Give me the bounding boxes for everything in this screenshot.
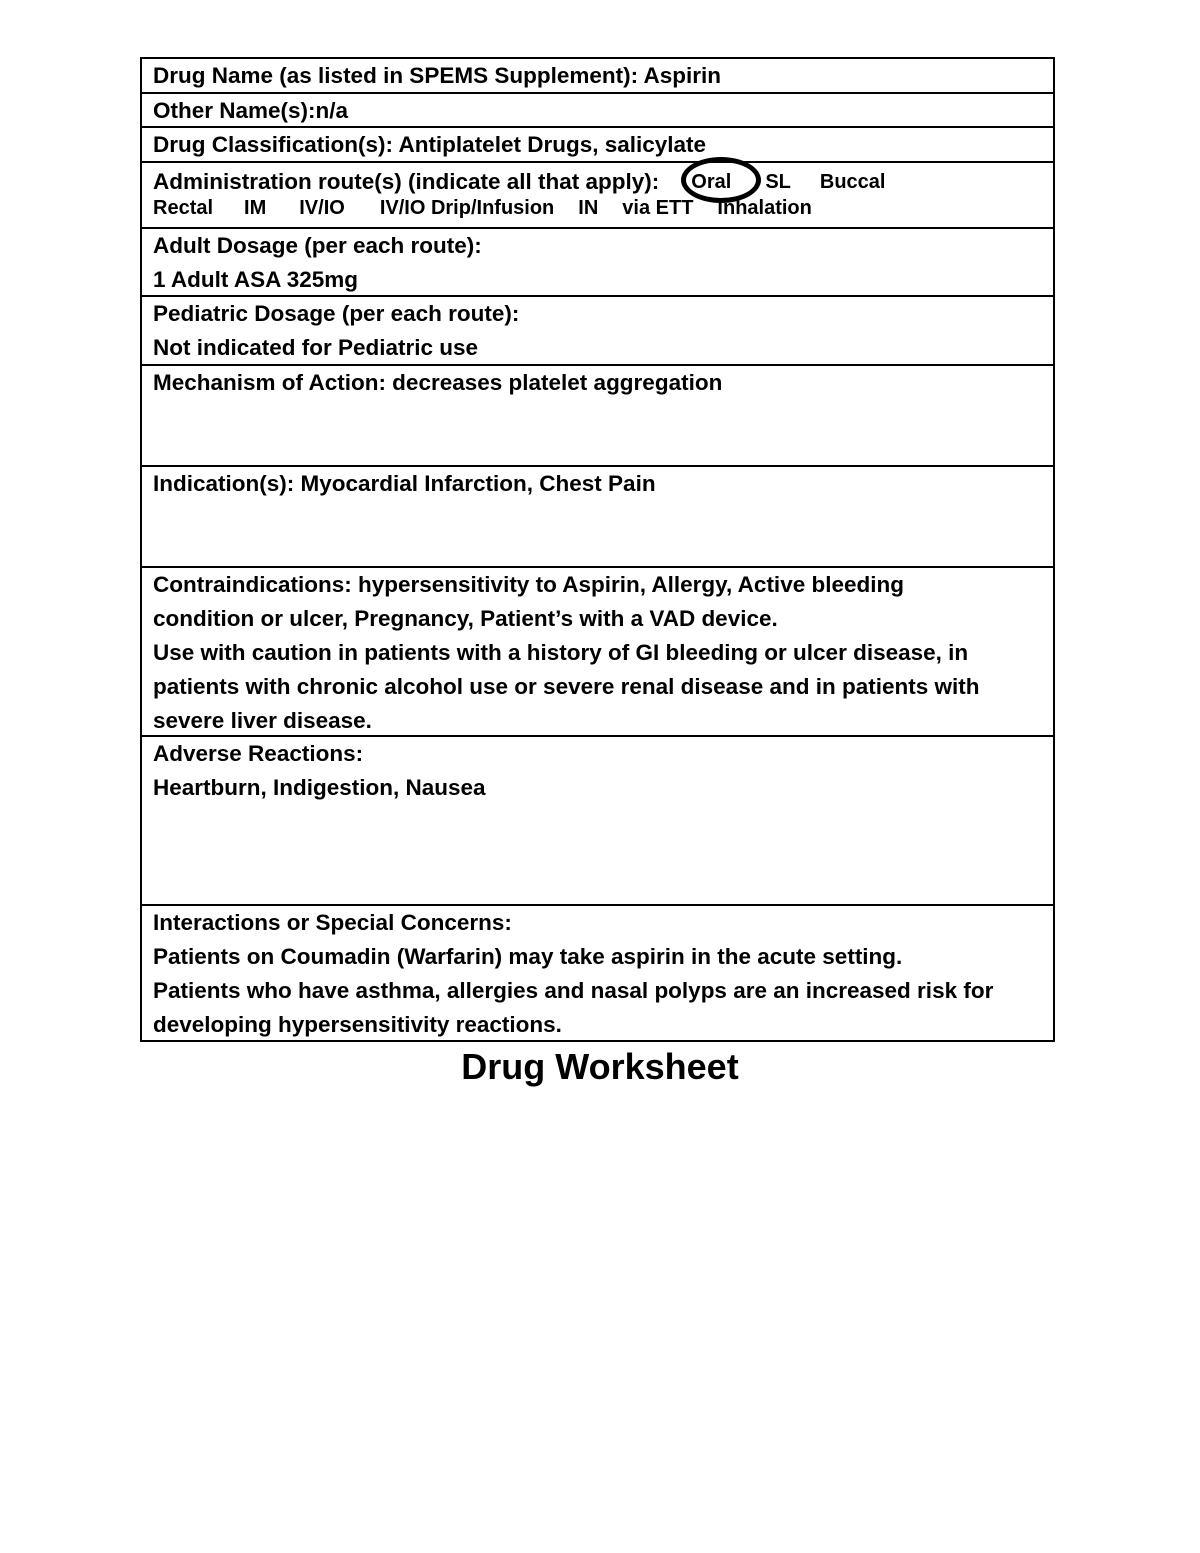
route-buccal[interactable]: Buccal — [819, 171, 886, 193]
pediatric-dosage-value: Not indicated for Pediatric use — [153, 335, 479, 360]
mechanism-text: Mechanism of Action: decreases platelet aggregation — [153, 370, 723, 395]
route-inhalation[interactable]: Inhalation — [717, 197, 812, 219]
adult-dosage-value: 1 Adult ASA 325mg — [153, 267, 359, 292]
contraindications-line-4: patients with chronic alcohol use or severe renal disease and in patients with — [153, 674, 980, 699]
route-oral[interactable]: Oral — [691, 165, 731, 199]
routes-line-1 — [153, 165, 1042, 199]
route-in[interactable]: IN — [578, 197, 599, 219]
administration-route-row — [142, 163, 1053, 229]
contraindications-line-1: Contraindications: hypersensitivity to Aspirin, Allergy, Active bleeding — [153, 572, 904, 597]
indications-text: Indication(s): Myocardial Infarction, Chest Pain — [153, 471, 656, 496]
adverse-reactions-value: Heartburn, Indigestion, Nausea — [153, 775, 486, 800]
classification-row — [142, 128, 1053, 163]
route-iv-io[interactable]: IV/IO — [299, 197, 345, 219]
drug-name-text: Drug Name (as listed in SPEMS Supplement): Aspirin — [153, 63, 722, 88]
other-names-text: Other Name(s):n/a — [153, 98, 349, 123]
route-via-ett[interactable]: via ETT — [622, 197, 694, 219]
indications-row — [142, 467, 1053, 568]
interactions-row — [142, 906, 1053, 1040]
route-im[interactable]: IM — [244, 197, 267, 219]
contraindications-line-3: Use with caution in patients with a history of GI bleeding or ulcer disease, in — [153, 640, 969, 665]
route-sl[interactable]: SL — [765, 171, 791, 193]
pediatric-dosage-label: Pediatric Dosage (per each route): — [153, 301, 520, 326]
contraindications-row — [142, 568, 1053, 737]
drug-name-row — [142, 59, 1053, 94]
interactions-line-3: developing hypersensitivity reactions. — [153, 1012, 562, 1037]
other-names-row — [142, 94, 1053, 128]
document-title: Drug Worksheet — [461, 1046, 739, 1087]
route-iv-io-drip[interactable]: IV/IO Drip/Infusion — [379, 197, 555, 219]
contraindications-line-5: severe liver disease. — [153, 708, 372, 733]
route-rectal[interactable]: Rectal — [153, 197, 214, 219]
contraindications-line-2: condition or ulcer, Pregnancy, Patient’s with a VAD device. — [153, 606, 778, 631]
classification-text: Drug Classification(s): Antiplatelet Drugs, salicylate — [153, 132, 707, 157]
pediatric-dosage-row — [142, 297, 1053, 366]
adverse-reactions-row — [142, 737, 1053, 906]
adult-dosage-row — [142, 229, 1053, 297]
adult-dosage-label: Adult Dosage (per each route): — [153, 233, 482, 258]
interactions-line-1: Patients on Coumadin (Warfarin) may take aspirin in the acute setting. — [153, 944, 903, 969]
interactions-label: Interactions or Special Concerns: — [153, 910, 512, 935]
interactions-line-2: Patients who have asthma, allergies and nasal polyps are an increased risk for — [153, 978, 994, 1003]
drug-worksheet-table — [140, 57, 1055, 1042]
mechanism-row — [142, 366, 1053, 467]
adverse-reactions-label: Adverse Reactions: — [153, 741, 364, 766]
administration-route-label: Administration route(s) (indicate all that apply): — [153, 169, 660, 194]
